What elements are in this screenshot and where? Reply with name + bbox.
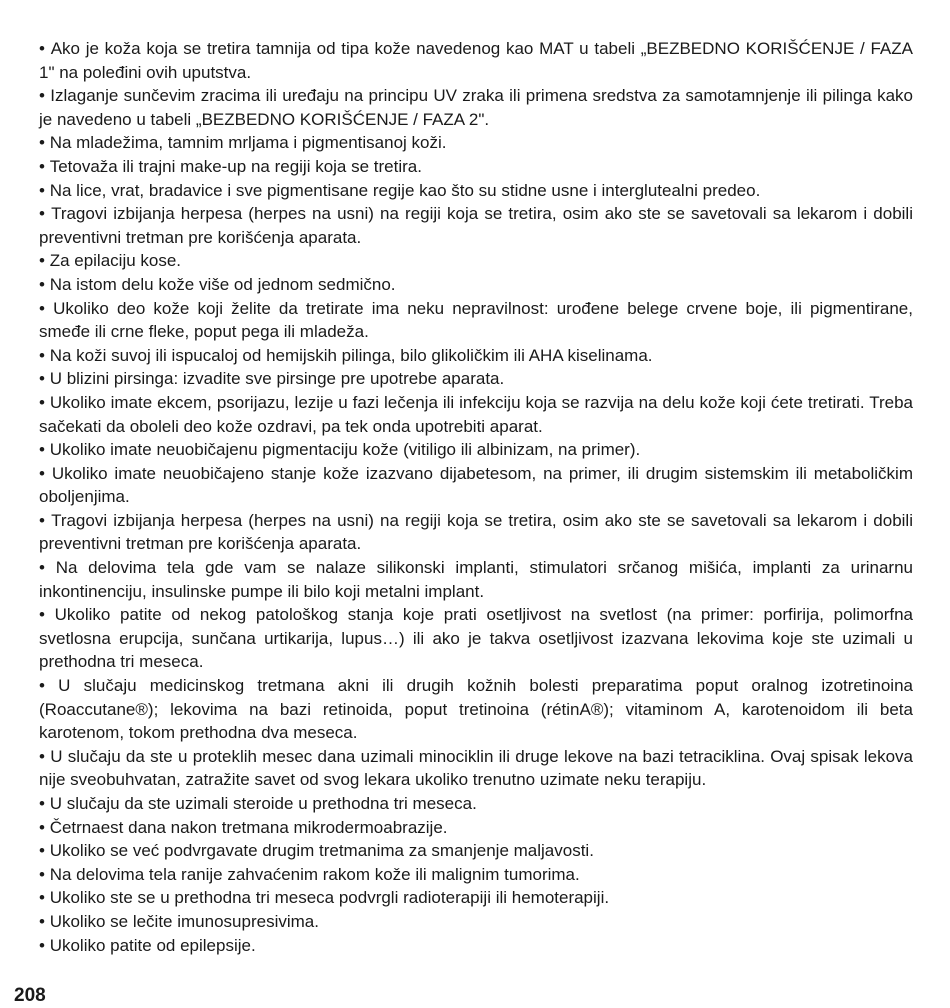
list-item: • Na istom delu kože više od jednom sedmično. [39, 273, 913, 297]
list-item: • Ukoliko imate neuobičajenu pigmentaciju kože (vitiligo ili albinizam, na primer). [39, 438, 913, 462]
list-item: • Ukoliko se već podvrgavate drugim tretmanima za smanjenje maljavosti. [39, 839, 913, 863]
list-item: • Tragovi izbijanja herpesa (herpes na usni) na regiji koja se tretira, osim ako ste se savetovali sa lekarom i dobili preventivni tretman pre korišćenja aparata. [39, 509, 913, 556]
list-item: • U slučaju medicinskog tretmana akni ili drugih kožnih bolesti preparatima poput oralnog izotretinoina (Roaccutane®); lekovima na bazi retinoida, poput tretinoina (rétinA®); vitaminom A, karotenoidom ili beta karotenom, tokom prethodna dva meseca. [39, 674, 913, 745]
list-item: • U slučaju da ste uzimali steroide u prethodna tri meseca. [39, 792, 913, 816]
contraindication-list [39, 37, 913, 957]
list-item: • Na lice, vrat, bradavice i sve pigmentisane regije kao što su stidne usne i interglutealni predeo. [39, 179, 913, 203]
list-item: • Ukoliko ste se u prethodna tri meseca podvrgli radioterapiji ili hemoterapiji. [39, 886, 913, 910]
list-item: • Tetovaža ili trajni make-up na regiji koja se tretira. [39, 155, 913, 179]
list-item: • Ukoliko deo kože koji želite da tretirate ima neku nepravilnost: urođene belege crvene boje, ili pigmentirane, smeđe ili crne fleke, poput pega ili mladeža. [39, 297, 913, 344]
list-item: • U slučaju da ste u proteklih mesec dana uzimali minociklin ili druge lekove na bazi tetraciklina. Ovaj spisak lekova nije sveobuhvatan, zatražite savet od svog lekara ukoliko trenutno uzimate neku terapiju. [39, 745, 913, 792]
list-item: • Na koži suvoj ili ispucaloj od hemijskih pilinga, bilo glikoličkim ili AHA kiselinama. [39, 344, 913, 368]
list-item: • Na delovima tela gde vam se nalaze silikonski implanti, stimulatori srčanog mišića, implanti za urinarnu inkontinenciju, insulinske pumpe ili bilo koji metalni implant. [39, 556, 913, 603]
list-item: • Ukoliko imate ekcem, psorijazu, lezije u fazi lečenja ili infekciju koja se razvija na delu kože koji ćete tretirati. Treba sačekati da oboleli deo kože ozdravi, pa tek onda upotrebiti aparat. [39, 391, 913, 438]
list-item: • Ukoliko imate neuobičajeno stanje kože izazvano dijabetesom, na primer, ili drugim sistemskim ili metaboličkim oboljenjima. [39, 462, 913, 509]
list-item: • Ukoliko patite od nekog patološkog stanja koje prati osetljivost na svetlost (na primer: porfirija, polimorfna svetlosna erupcija, sunčana urtikarija, lupus…) ili ako je takva osetljivost izazvana lekovima koje ste uzimali u prethodna tri meseca. [39, 603, 913, 674]
list-item: • Izlaganje sunčevim zracima ili uređaju na principu UV zraka ili primena sredstva za samotamnjenje ili pilinga kako je navedeno u tabeli „BEZBEDNO KORIŠĆENJE / FAZA 2". [39, 84, 913, 131]
list-item: • Ukoliko patite od epilepsije. [39, 934, 913, 958]
list-item: • Na delovima tela ranije zahvaćenim rakom kože ili malignim tumorima. [39, 863, 913, 887]
list-item: • Na mladežima, tamnim mrljama i pigmentisanoj koži. [39, 131, 913, 155]
page-number: 208 [14, 985, 46, 1006]
list-item: • Za epilaciju kose. [39, 249, 913, 273]
page-content [39, 37, 913, 957]
list-item: • Ako je koža koja se tretira tamnija od tipa kože navedenog kao MAT u tabeli „BEZBEDNO KORIŠĆENJE / FAZA 1" na poleđini ovih uputstva. [39, 37, 913, 84]
list-item: • Četrnaest dana nakon tretmana mikrodermoabrazije. [39, 816, 913, 840]
list-item: • Ukoliko se lečite imunosupresivima. [39, 910, 913, 934]
list-item: • U blizini pirsinga: izvadite sve pirsinge pre upotrebe aparata. [39, 367, 913, 391]
list-item: • Tragovi izbijanja herpesa (herpes na usni) na regiji koja se tretira, osim ako ste se savetovali sa lekarom i dobili preventivni tretman pre korišćenja aparata. [39, 202, 913, 249]
